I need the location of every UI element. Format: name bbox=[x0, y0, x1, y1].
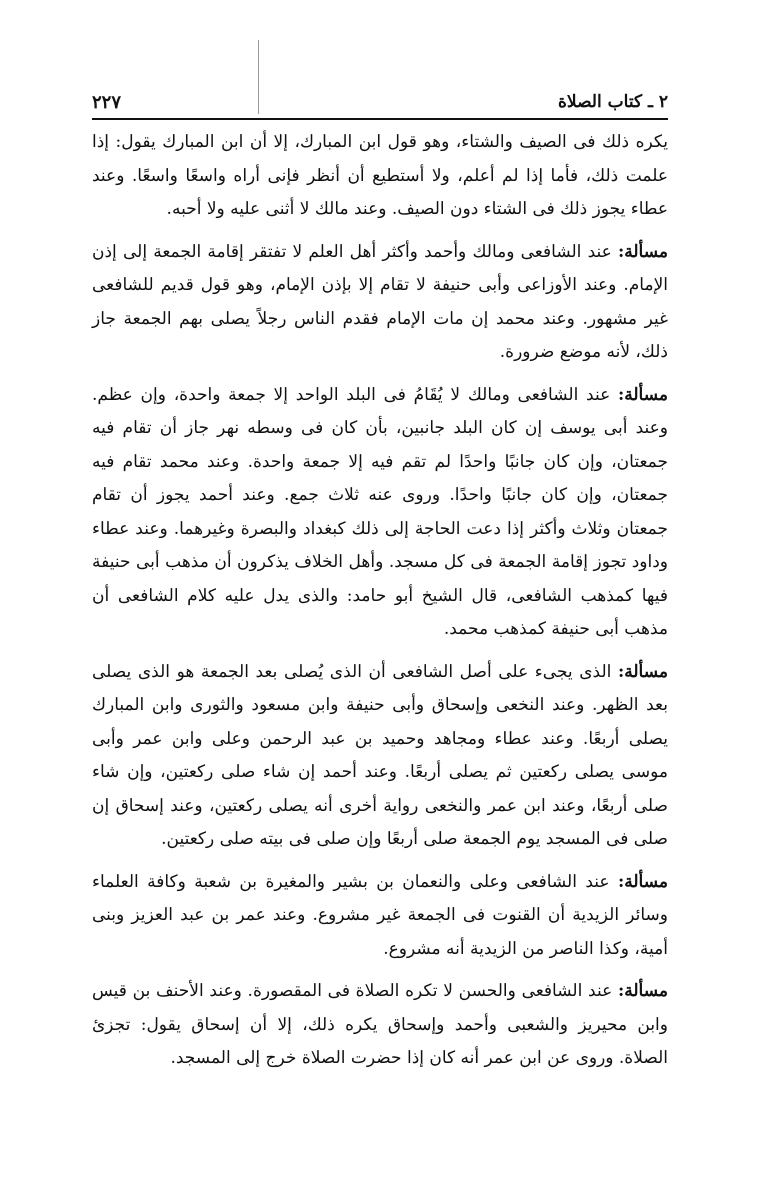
chapter-title: ٢ ـ كتاب الصلاة bbox=[558, 92, 668, 112]
page-header bbox=[92, 92, 668, 116]
paragraph-text: عند الشافعى وعلى والنعمان بن بشير والمغيرة بن شعبة وكافة العلماء وسائر الزيدية أن القنوت فى الجمعة غير مشروع. وعند عمر بن عبد العزيز وبنى أمية، وكذا الناصر من الزيدية أنه مشروع. bbox=[92, 871, 668, 959]
header-rule bbox=[92, 118, 668, 120]
paragraph-text: يكره ذلك فى الصيف والشتاء، وهو قول ابن المبارك، إلا أن ابن المبارك يقول: إذا علمت ذلك، فأما إذا لم أعلم، ولا أستطيع أن أنظر فإنى أراه واسعًا واسعًا. وعند عطاء يجوز ذلك فى الشتاء دون الصيف. وعند مالك لا أثنى عليه ولا أحبه. bbox=[92, 132, 668, 219]
paragraph bbox=[92, 126, 668, 227]
page-body bbox=[92, 126, 668, 1085]
paragraph-text: عند الشافعى ومالك وأحمد وأكثر أهل العلم لا تفتقر إقامة الجمعة إلى إذن الإمام. وعند الأوزاعى وأبى حنيفة لا تقام إلا بإذن الإمام، وهو قول قديم للشافعى غير مشهور. وعند محمد إن مات الإمام فقدم الناس رجلاً يصلى بهم الجمعة جاز ذلك، لأنه موضع ضرورة. bbox=[92, 241, 668, 362]
issue-term: مسألة: bbox=[617, 384, 668, 405]
paragraph-text: عند الشافعى والحسن لا تكره الصلاة فى المقصورة. وعند الأحنف بن قيس وابن محيريز والشعبى وأحمد وإسحاق يكره ذلك، إلا أن إسحاق يقول: تجزئ الصلاة. وروى عن ابن عمر أنه كان إذا حضرت الصلاة خرج إلى المسجد. bbox=[92, 981, 668, 1068]
paragraph bbox=[92, 236, 668, 370]
issue-term: مسألة: bbox=[617, 981, 668, 1001]
paragraph bbox=[92, 866, 668, 967]
paragraph bbox=[92, 379, 668, 647]
paragraph-text: الذى يجىء على أصل الشافعى أن الذى يُصلى بعد الجمعة هو الذى يصلى بعد الظهر. وعند النخعى وإسحاق وأبى حنيفة وابن مسعود والثورى وابن المبارك يصلى أربعًا. وعند عطاء ومجاهد وحميد بن عبد الرحمن وعلى وابن عمر وأبى موسى يصلى ركعتين ثم يصلى أربعًا. وعند أحمد إن شاء صلى ركعتين، وإن شاء صلى أربعًا، وعند ابن عمر والنخعى رواية أخرى أنه يصلى ركعتين، وعند إسحاق إن صلى فى المسجد يوم الجمعة صلى أربعًا وإن صلى فى بيته صلى ركعتين. bbox=[92, 661, 668, 849]
page-number: ٢٢٧ bbox=[92, 92, 122, 113]
issue-term: مسألة: bbox=[617, 871, 668, 892]
issue-term: مسألة: bbox=[617, 241, 668, 262]
paragraph bbox=[92, 656, 668, 857]
paragraph-text: عند الشافعى ومالك لا يُقَامُ فى البلد الواحد إلا جمعة واحدة، وإن عظم. وعند أبى يوسف إن كان البلد جانبين، بأن كان فى وسطه نهر جاز أن تقام فيه جمعتان، وإن كان جانبًا واحدًا لم تقم فيه إلا جمعة واحدة. وعند محمد تقام فيه جمعتان، وإن كان جانبًا واحدًا. وروى عنه ثلاث جمع. وعند أحمد يجوز أن تقام جمعتان وثلاث وأكثر إذا دعت الحاجة إلى ذلك كبغداد والبصرة وغيرهما. وعند عطاء وداود تجوز إقامة الجمعة فى كل مسجد. وأهل الخلاف يذكرون أن مذهب أبى حنيفة فيها كمذهب الشافعى، قال الشيخ أبو حامد: والذى يدل عليه كلام الشافعى أن مذهب أبى حنيفة كمذهب محمد. bbox=[92, 384, 668, 639]
issue-term: مسألة: bbox=[617, 661, 668, 682]
paragraph bbox=[92, 975, 668, 1076]
